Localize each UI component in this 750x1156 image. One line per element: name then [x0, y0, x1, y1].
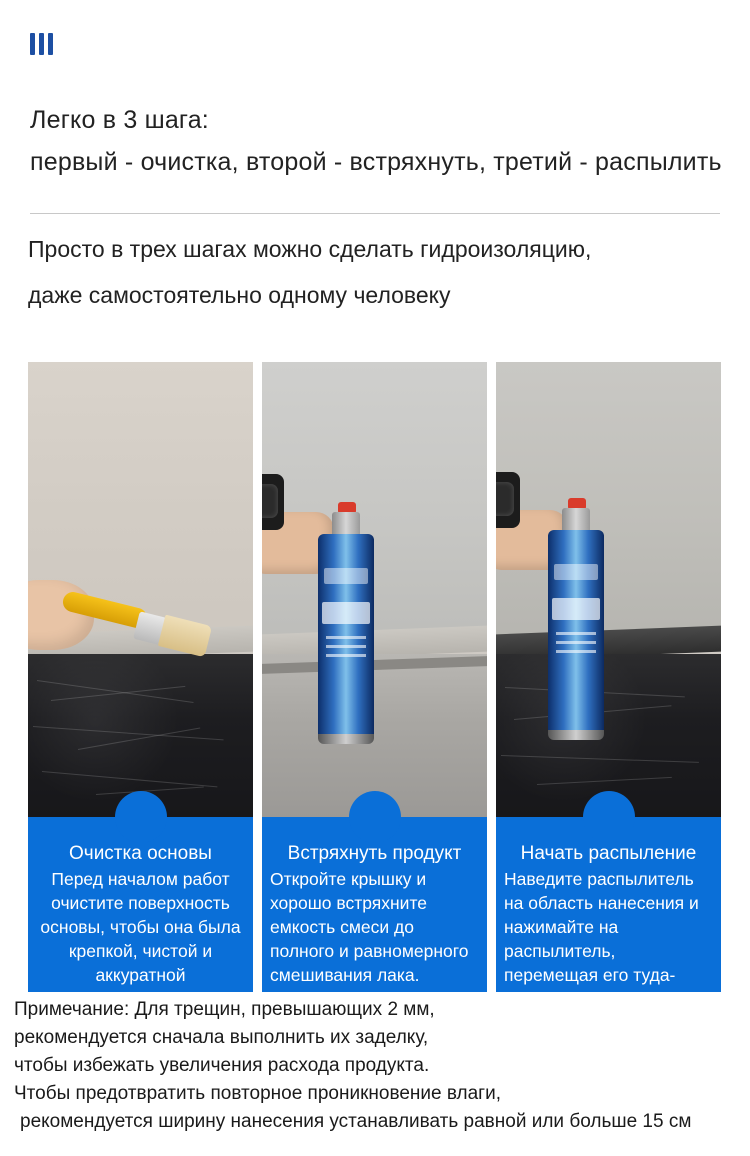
step-1-dot	[115, 791, 167, 843]
step-2-caption	[262, 817, 487, 992]
can-label-top	[554, 564, 598, 580]
note-line-3: чтобы избежать увеличения расхода продукта.	[14, 1055, 430, 1076]
can-label-lines	[556, 632, 596, 672]
can-cap	[562, 508, 590, 530]
can-label-top	[324, 568, 368, 584]
note-line-4: Чтобы предотвратить повторное проникновение влаги,	[14, 1083, 501, 1104]
step-card-1	[28, 362, 253, 992]
note-block	[14, 996, 740, 1136]
can-bottom-ring	[318, 734, 374, 744]
step-3-text: Наведите распылитель на область нанесения и нажимайте на распылитель, перемещая его туда-сюда для нанесения	[504, 869, 699, 1009]
wall-surface	[262, 362, 487, 640]
subheadline-line-1: Просто в трех шагах можно сделать гидроизоляцию,	[28, 236, 592, 262]
step-1-caption	[28, 817, 253, 992]
step-card-2	[262, 362, 487, 992]
three-bars-icon	[30, 33, 62, 57]
note-line-1: Примечание: Для трещин, превышающих 2 мм,	[14, 999, 435, 1020]
can-label-brand	[322, 602, 370, 624]
headline-line-2: первый - очистка, второй - встряхнуть, третий - распылить	[30, 148, 722, 176]
can-bottom-ring	[548, 730, 604, 740]
step-2-dot	[349, 791, 401, 843]
step-card-3	[496, 362, 721, 1009]
step-1-photo	[28, 362, 253, 817]
watch-face	[262, 484, 278, 518]
steps-row	[28, 362, 722, 1009]
step-3-photo	[496, 362, 721, 817]
can-label-brand	[552, 598, 600, 620]
step-1-title: Очистка основы	[69, 843, 212, 864]
spray-can	[318, 534, 374, 744]
step-2-text: Откройте крышку и хорошо встряхните емкость смеси до полного и равномерного смешивания лака.	[270, 869, 469, 985]
step-1-text: Перед началом работ очистите поверхность основы, чтобы она была крепкой, чистой и аккуратной	[40, 869, 241, 985]
wall-surface	[496, 362, 721, 640]
floor-seam	[262, 656, 487, 675]
step-2-title: Встряхнуть продукт	[287, 843, 462, 864]
headline	[30, 100, 722, 184]
subheadline	[28, 226, 728, 318]
headline-line-1: Легко в 3 шага:	[30, 106, 209, 134]
step-3-title: Начать распыление	[520, 843, 697, 864]
note-line-5: рекомендуется ширину нанесения устанавливать равной или больше 15 см	[20, 1111, 692, 1132]
can-label-lines	[326, 636, 366, 676]
step-2-photo	[262, 362, 487, 817]
subheadline-line-2: даже самостоятельно одному человеку	[28, 282, 451, 308]
step-3-caption	[496, 817, 721, 1009]
step-3-dot	[583, 791, 635, 843]
wrist-watch	[262, 474, 284, 530]
divider	[30, 213, 720, 214]
wrist-watch	[496, 472, 520, 528]
spray-can	[548, 530, 604, 740]
can-cap	[332, 512, 360, 534]
note-line-2: рекомендуется сначала выполнить их заделку,	[14, 1027, 429, 1048]
watch-face	[496, 482, 514, 516]
